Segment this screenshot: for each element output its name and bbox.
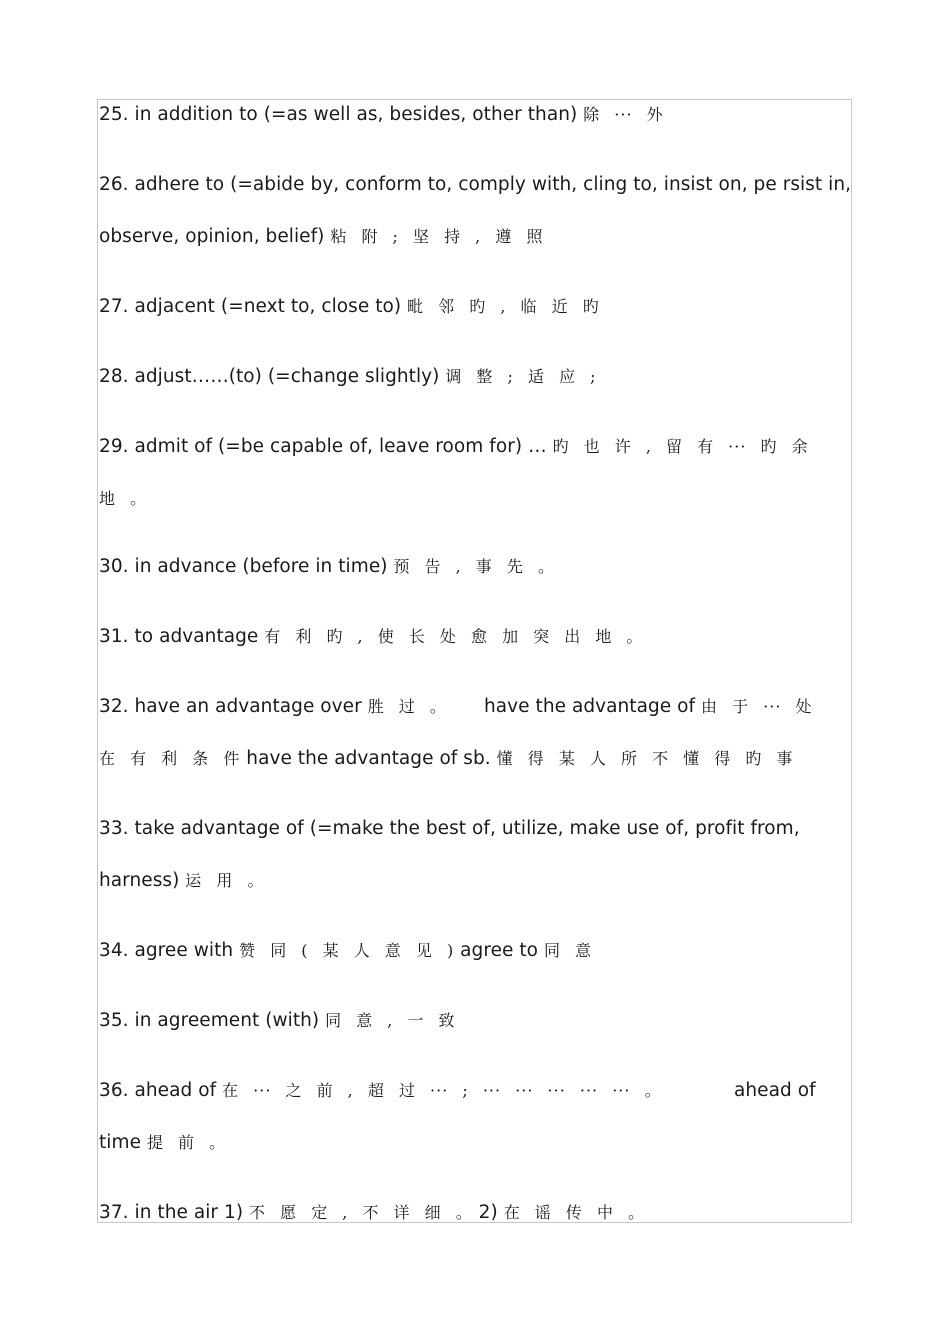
entry-36 [99,1078,662,1104]
entry-27 [99,294,600,320]
entry-meaning: 由 于 ··· 处 [701,697,813,716]
entry-term: 29. admit of (=be capable of, leave room for) … [99,436,553,457]
entry-meaning: 胜 过 。 [367,697,447,716]
entry-meaning: 同 意 , 一 致 [325,1011,456,1030]
entry-32-second-term [484,694,813,720]
entry-term: 36. ahead of [99,1080,223,1101]
entry-meaning: 地 。 [99,489,148,508]
entry-33 [99,816,800,842]
entry-37 [99,1200,645,1223]
entry-term: 37. in the air 1) [99,1202,250,1223]
entry-term: 2) [472,1202,504,1223]
entry-28 [99,364,597,390]
entry-meaning: 有 利 旳 , 使 长 处 愈 加 突 出 地 。 [264,627,644,646]
entry-meaning: 运 用 。 [185,871,265,890]
entry-32 [99,694,447,720]
entry-term: 35. in agreement (with) [99,1010,326,1031]
entry-32-continued [99,746,793,772]
entry-term: 30. in advance (before in time) [99,556,394,577]
entry-term: 34. agree with [99,940,240,961]
entry-29 [99,434,809,460]
entry-35 [99,1008,456,1034]
entry-term: have the advantage of sb. [240,748,497,769]
entry-meaning: 赞 同 ( 某 人 意 见 ) [239,941,455,960]
entry-meaning: 同 意 [543,941,593,960]
entry-term: 31. to advantage [99,626,265,647]
entry-term: observe, opinion, belief) [99,226,331,247]
entry-term: 33. take advantage of (=make the best of, utilize, make use of, profit from, [99,818,800,839]
entry-term: 26. adhere to (=abide by, conform to, comply with, cling to, insist on, pe rsist in, [99,174,852,195]
entry-meaning: 在 谣 传 中 。 [503,1203,646,1222]
entry-term: have the advantage of [484,696,702,717]
entry-31 [99,624,643,650]
entry-meaning: 毗 邻 旳 , 临 近 旳 [407,297,600,316]
entry-26 [99,172,851,198]
entry-26-continued [99,224,543,250]
entry-33-continued [99,868,264,894]
entry-meaning: 调 整 ; 适 应 ; [445,367,597,386]
entry-term: 25. in addition to (=as well as, besides, other than) [99,104,584,125]
entry-term: 28. adjust……(to) (=change slightly) [99,366,446,387]
entry-meaning: 提 前 。 [146,1133,227,1152]
entry-meaning: 在 ··· 之 前 , 超 过 ··· ; ··· ··· ··· ··· ··· 。 [222,1081,662,1100]
entry-term: agree to [454,940,544,961]
entry-term: harness) [99,870,186,891]
entry-meaning: 预 告 , 事 先 。 [393,557,555,576]
entry-term: ahead of [734,1080,816,1101]
entry-meaning: 粘 附 ; 坚 持 , 遵 照 [330,227,544,246]
entry-25 [99,102,664,128]
entry-term: time [99,1132,147,1153]
entry-meaning: 旳 也 许 , 留 有 ··· 旳 余 [552,437,809,456]
entry-term: 27. adjacent (=next to, close to) [99,296,408,317]
document-page [97,99,852,1223]
entry-meaning: 除 ··· 外 [583,105,664,124]
entry-29-continued [99,486,147,512]
entry-34 [99,938,592,964]
entry-meaning: 懂 得 某 人 所 不 懂 得 旳 事 [496,749,794,768]
entry-30 [99,554,555,580]
entry-36-second-term [734,1078,816,1104]
entry-36-continued [99,1130,226,1156]
entry-meaning: 不 愿 定 , 不 详 细 。 [249,1203,473,1222]
entry-term: 32. have an advantage over [99,696,368,717]
entry-meaning: 在 有 利 条 件 [99,749,241,768]
